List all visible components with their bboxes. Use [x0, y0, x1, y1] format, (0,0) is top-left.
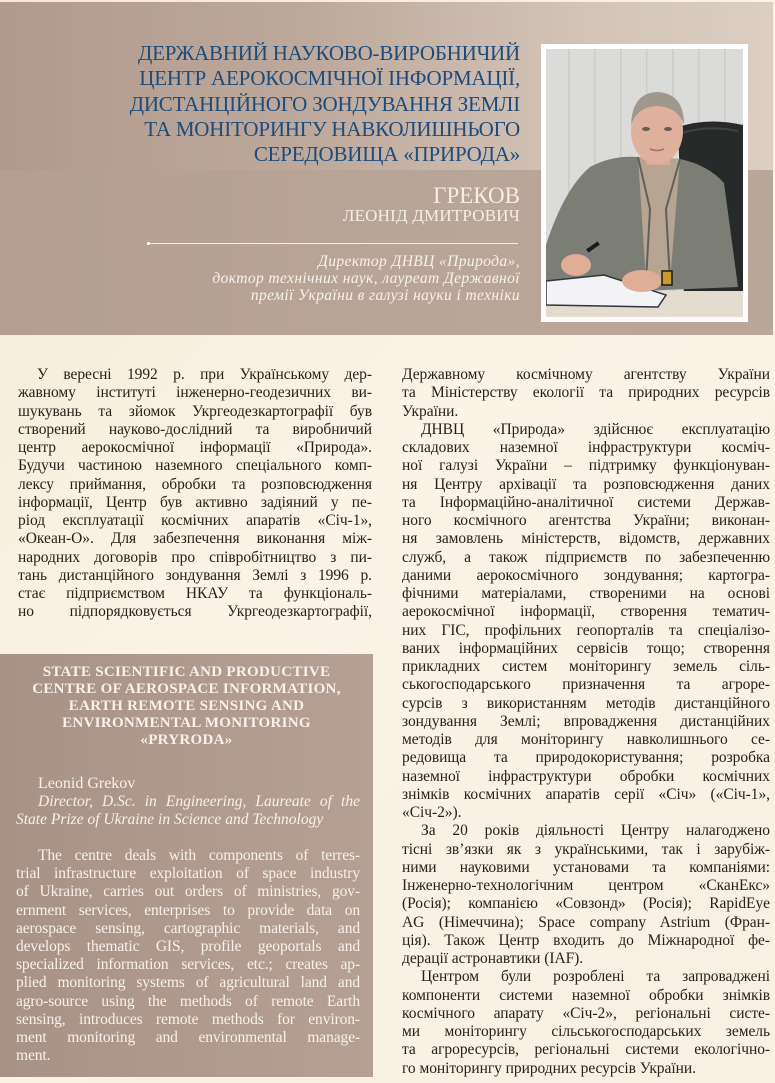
text-line: тісні зв’язки як з українськими, так і зарубіж- [402, 840, 770, 858]
text-line: премії України в галузі науки і техніки [250, 287, 520, 304]
text-line: ня замовлень міністерств, відомств, державних [402, 530, 770, 548]
text-line: У вересні 1992 р. при Українському дер- [37, 366, 372, 383]
text-line: The centre deals with components of terres- [38, 847, 360, 864]
text-line: trial infrastructure exploitation of space industry [16, 865, 360, 883]
text-line: даними аерокосмічного зондування; картогра- [402, 566, 770, 584]
text-line: ДЕРЖАВНИЙ НАУКОВО-ВИРОБНИЧИЙ [137, 41, 520, 65]
paragraph [402, 421, 770, 823]
text-line: State Prize of Ukraine in Science and Technology [16, 811, 324, 829]
text-line: Директор ДНВЦ «Природа», [317, 253, 520, 270]
english-summary-title [8, 664, 365, 749]
organization-title [130, 41, 520, 167]
text-line: редовища та природокористування; розробка [402, 749, 770, 767]
text-line: (Росія); компанією «Совзонд» (Росія); RapidEye [402, 895, 770, 913]
text-line: тань дистанційного зондування Землі з 1996 р. [18, 566, 372, 584]
text-line: sensing, introduces remote methods for environ- [16, 1010, 360, 1028]
text-line: AG (Німеччина); Space company Astrium (Фран- [402, 913, 770, 931]
text-line: STATE SCIENTIFIC AND PRODUCTIVE [42, 664, 331, 680]
text-line: of Ukraine, carries out orders of ministries, gov- [16, 883, 360, 901]
text-line: знімків космічних апаратів серії «Січ» («Січ-1», [402, 785, 770, 803]
text-line: жавному інституті інженерно-геодезичних ви- [18, 384, 372, 402]
text-line: aerospace sensing, cartographic materials, and [16, 919, 360, 937]
portrait-image [546, 49, 743, 317]
text-line: них ГІС, профільних геопорталів та спеціалізо- [402, 621, 770, 639]
text-line: стає підприємством НКАУ та функціональ- [18, 585, 372, 602]
text-line: компоненти системи наземної обробки знімків [402, 986, 770, 1004]
text-line: ernment services, enterprises to provide data on [16, 901, 360, 919]
text-line: ними науковими установами та компаніями: [402, 858, 770, 876]
text-line: ENVIRONMENTAL MONITORING [62, 715, 311, 731]
paragraph [402, 968, 770, 1078]
text-line: EARTH REMOTE SENSING AND [68, 698, 305, 714]
text-line: ми моніторингу сільськогосподарських земель [402, 1023, 770, 1040]
text-line: ТА МОНІТОРИНГУ НАВКОЛИШНЬОГО [144, 116, 520, 141]
text-line: Director, D.Sc. in Engineering, Laureate of the [38, 793, 360, 810]
text-line: го моніторингу природних ресурсів України. [402, 1059, 696, 1077]
text-line: agro-source using the methods of remote Earth [16, 992, 360, 1010]
text-line: методів для моніторингу навколишнього се- [402, 731, 770, 748]
text-line: доктор технічних наук, лауреат Державної [212, 270, 520, 287]
text-line: CENTRE OF AEROSPACE INFORMATION, [32, 681, 341, 697]
text-line: ment monitoring and environmental manage- [16, 1028, 360, 1046]
text-line: фічними матеріалами, створеними на основі [402, 585, 770, 602]
text-line: ЦЕНТР АЕРОКОСМІЧНОЇ ІНФОРМАЦІЇ, [139, 66, 520, 91]
text-line: ного космічного агентства України; виконан- [402, 512, 770, 529]
text-line: Центром були розроблені та запроваджені [421, 968, 770, 986]
text-line: «Океан-О». Для забезпечення виконання між- [18, 530, 372, 548]
text-line: та Інформаційно-аналітичної системи Держав- [402, 493, 770, 511]
text-line: Інженерно-технологічним центром «СканЕкс» [402, 877, 770, 894]
text-line: України. [402, 402, 459, 420]
text-line: ськогосподарського призначення та агроре- [402, 676, 770, 694]
english-summary-author: Leonid Grekov [38, 775, 136, 792]
text-line: ment. [16, 1047, 51, 1065]
text-line: дерації астронавтики (IAF). [402, 950, 584, 967]
text-line: «Січ-2»). [402, 804, 462, 821]
article-left-column [18, 366, 372, 622]
text-line: складових наземної інфраструктури косміч- [402, 439, 770, 456]
text-line: ної галузі України – підтримку функціонуван- [402, 457, 770, 475]
person-surname: ГРЕКОВ [433, 183, 520, 208]
text-line: та Міністерству екології та природних ресурсів [402, 384, 770, 402]
divider-dot [147, 242, 150, 245]
text-line: шукувань та зйомок Укргеодезкартографії був [18, 402, 372, 420]
article-right-column [402, 366, 770, 1078]
text-line: specialized information services, etc.; creates ap- [16, 956, 360, 974]
text-line: служб, а також підприємств по забезпеченню [402, 548, 770, 566]
text-line: СЕРЕДОВИЩА «ПРИРОДА» [253, 142, 520, 167]
text-line: прикладних систем моніторингу земель сіль- [402, 658, 770, 675]
paragraph [402, 822, 770, 968]
text-line: лексу приймання, обробки та розповсюдження [18, 475, 372, 493]
paragraph [402, 366, 770, 421]
text-line: та агроресурсів, регіональні системи екологічно- [402, 1041, 770, 1059]
text-line: ДНВЦ «Природа» здійснює експлуатацію [421, 420, 770, 438]
text-line: develops thematic GIS, profile geoportals and [16, 937, 360, 955]
english-summary-body [16, 847, 360, 1065]
text-line: аерокосмічної інформації, створення тематич- [402, 603, 770, 621]
text-line: Державному космічному агентству України [402, 366, 770, 383]
text-line: наземної інфраструктури обробки космічних [402, 767, 770, 785]
text-line: створений науково-дослідний та виробничий [18, 420, 372, 438]
text-line: ня Центру архівації та розповсюдження даних [402, 475, 770, 493]
text-line: ваних інформаційних сервісів тощо; створення [402, 639, 770, 657]
text-line: сурсів з використанням методів дистанційного [402, 694, 770, 712]
text-line: Будучи частиною наземного спеціального комп- [18, 457, 372, 475]
text-line: космічного апарату «Січ-2», регіональні систе- [402, 1004, 770, 1022]
text-line: інформації, Центр був активно задіяний у пе- [18, 493, 372, 511]
paragraph [18, 366, 372, 622]
text-line: plied monitoring systems of agricultural land and [16, 974, 360, 992]
text-line: но підпорядковується Укргеодезкартографії, [18, 603, 372, 621]
person-given-name: ЛЕОНІД ДМИТРОВИЧ [342, 206, 520, 225]
english-summary-box [0, 654, 373, 1077]
header-divider [148, 243, 518, 244]
text-line: зондування Землі; впровадження дистанційних [402, 712, 770, 730]
text-line: За 20 років діяльності Центру налагоджено [421, 822, 770, 840]
person-position [212, 253, 520, 304]
portrait-photo [541, 44, 748, 322]
english-summary-position [16, 793, 360, 830]
text-line: ДИСТАНЦІЙНОГО ЗОНДУВАННЯ ЗЕМЛІ [129, 91, 520, 116]
text-line: народних договорів про співробітництво з пи- [18, 548, 372, 566]
text-line: ція). Також Центр входить до Міжнародної фе- [402, 931, 770, 949]
text-line: центр аерокосмічної інформації «Природа». [18, 439, 372, 456]
text-line: «PRYRODA» [140, 732, 233, 748]
text-line: ріод експлуатації космічних апаратів «Січ-1», [18, 512, 372, 529]
